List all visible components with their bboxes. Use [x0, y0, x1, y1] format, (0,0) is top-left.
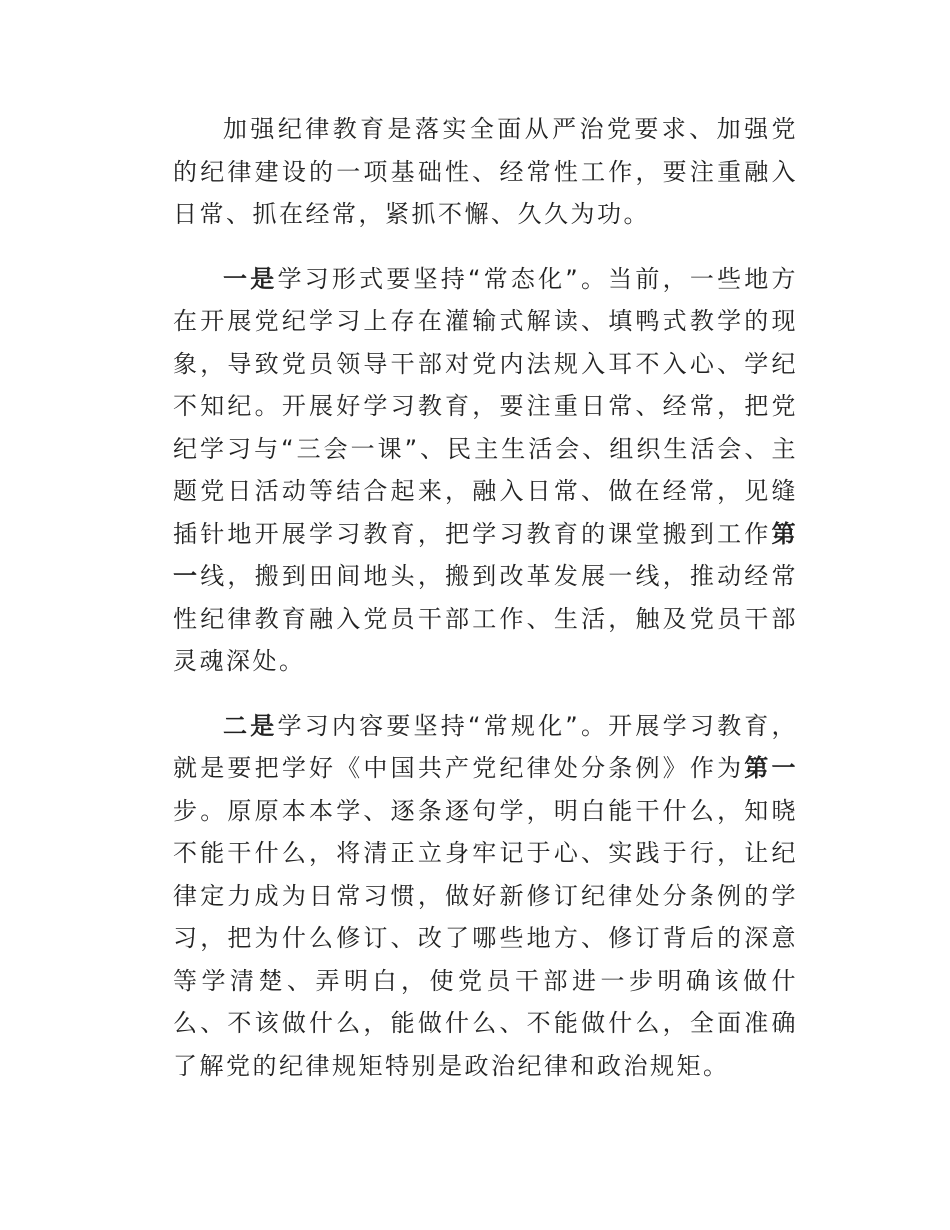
point-one-lead: 一是 [223, 264, 278, 293]
point-two-text-part1: 学习内容要坚持“常规化”。开展学习教育，就是要把学好《中国共产党纪律处分条例》作为 [173, 711, 799, 782]
paragraph-intro [173, 108, 798, 236]
point-one-text-part2: 线，搬到田间地头，搬到改革发展一线，推动经常性纪律教育融入党员干部工作、生活，触及党员干部灵魂深处。 [173, 562, 799, 675]
point-one-emphasis: 第一 [173, 519, 798, 590]
paragraph-point-two [173, 705, 798, 1088]
paragraph-intro-text: 加强纪律教育是落实全面从严治党要求、加强党的纪律建设的一项基础性、经常性工作，要注重融入日常、抓在经常，紧抓不懈、久久为功。 [173, 115, 798, 228]
document-body [173, 108, 798, 1109]
point-one-text-part1: 学习形式要坚持“常态化”。当前，一些地方在开展党纪学习上存在灌输式解读、填鸭式教学的现象，导致党员领导干部对党内法规入耳不入心、学纪不知纪。开展好学习教育，要注重日常、经常，把党纪学习与“三会一课”、民主生活会、组织生活会、主题党日活动等结合起来，融入日常、做在经常，见缝插针地开展学习教育，把学习教育的课堂搬到工作 [173, 264, 799, 548]
point-two-emphasis: 第一 [744, 754, 799, 782]
point-two-text-part2: 步。原原本本学、逐条逐句学，明白能干什么，知晓不能干什么，将清正立身牢记于心、实践于行，让纪律定力成为日常习惯，做好新修订纪律处分条例的学习，把为什么修订、改了哪些地方、修订背后的深意等学清楚、弄明白，使党员干部进一步明确该做什么、不该做什么，能做什么、不能做什么，全面准确了解党的纪律规矩特别是政治纪律和政治规矩。 [173, 796, 798, 1080]
point-two-lead: 二是 [223, 711, 278, 740]
paragraph-point-one [173, 258, 798, 683]
